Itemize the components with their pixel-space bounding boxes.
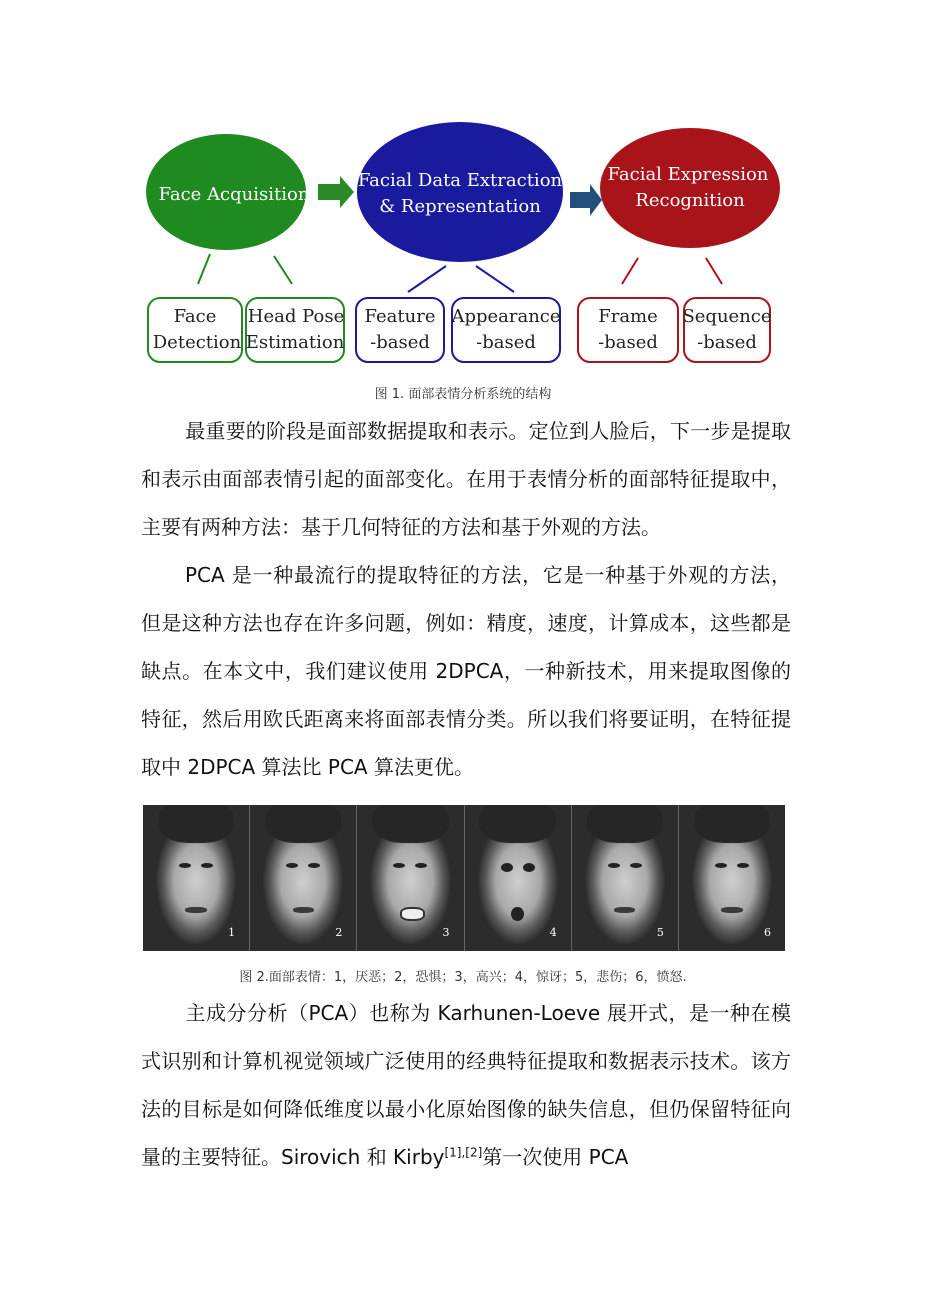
node-label-1-line-0: Facial Data Extraction: [357, 170, 563, 191]
connector-line: [198, 254, 210, 284]
box-4-line-0: Frame: [598, 306, 658, 327]
citation: [1],[2]: [444, 1145, 483, 1160]
paragraph-3-text: 主成分分析（PCA）也称为 Karhunen-Loeve 展开式，是一种在模式识别和计算机视觉领域广泛使用的经典特征提取和数据表示技术。该方法的目标是如何降低维度以最小化原始图像的缺失信息，但仍保留特征向量的主要特征。Sirovich 和 Kirby: [141, 1001, 791, 1169]
arrow-2: [570, 184, 602, 216]
node-label-1-line-1: & Representation: [379, 196, 541, 217]
connector-line: [622, 258, 638, 284]
box-1-line-1: Estimation: [245, 332, 345, 353]
face-number: 1: [228, 926, 236, 939]
paragraph-3: [141, 989, 791, 1181]
diagram-canvas: [140, 122, 790, 368]
connector-line: [274, 256, 292, 284]
face-image: [357, 805, 464, 951]
face-image: [143, 805, 250, 951]
arrow-1: [318, 176, 354, 208]
node-label-0-line-0: Face Acquisition: [158, 184, 310, 205]
node-label-2-line-1: Recognition: [635, 190, 745, 211]
figure-1-caption: 图 1. 面部表情分析系统的结构: [374, 387, 552, 402]
face-image: [250, 805, 357, 951]
box-2-line-0: Feature: [364, 306, 436, 327]
box-0-line-1: Detection: [152, 332, 242, 353]
connector-line: [408, 266, 446, 292]
figure-2-face-strip: [143, 805, 785, 951]
face-number: 3: [442, 926, 450, 939]
paragraph-3-text-after: 第一次使用 PCA: [482, 1145, 629, 1169]
connector-line: [706, 258, 722, 284]
box-0-line-0: Face: [173, 306, 217, 327]
paragraph-1-text: 最重要的阶段是面部数据提取和表示。定位到人脸后，下一步是提取和表示由面部表情引起的面部变化。在用于表情分析的面部特征提取中，主要有两种方法：基于几何特征的方法和基于外观的方法。: [141, 419, 791, 539]
paragraph-1: [141, 407, 791, 551]
face-image: [465, 805, 572, 951]
box-5-line-1: -based: [697, 332, 757, 353]
paragraph-2-text: PCA 是一种最流行的提取特征的方法，它是一种基于外观的方法，但是这种方法也存在许多问题，例如：精度，速度，计算成本，这些都是缺点。在本文中，我们建议使用 2DPCA，一种新技术，用来提取图像的特征，然后用欧氏距离来将面部表情分类。所以我们将要证明，在特征提取中 2DPCA 算法比 PCA 算法更优。: [141, 563, 791, 779]
face-image: [572, 805, 679, 951]
node-facial-data-extraction: [357, 122, 563, 262]
node-label-2-line-0: Facial Expression: [607, 164, 769, 185]
face-number: 5: [656, 926, 664, 939]
box-2-line-1: -based: [370, 332, 430, 353]
box-4-line-1: -based: [598, 332, 658, 353]
face-number: 4: [549, 926, 557, 939]
face-number: 2: [335, 926, 343, 939]
face-number: 6: [764, 926, 772, 939]
face-image: [679, 805, 785, 951]
figure-1-diagram: [140, 122, 790, 368]
figure-2-caption: 图 2.面部表情：1，厌恶；2，恐惧；3，高兴；4，惊讶；5，悲伤；6，愤怒.: [239, 970, 687, 985]
box-3-line-0: Appearance: [451, 306, 561, 327]
node-facial-expression-recognition: [600, 128, 780, 248]
paragraph-2: [141, 551, 791, 791]
box-5-line-0: Sequence: [682, 306, 772, 327]
connector-line: [476, 266, 514, 292]
box-3-line-1: -based: [476, 332, 536, 353]
box-1-line-0: Head Pose: [247, 306, 345, 327]
